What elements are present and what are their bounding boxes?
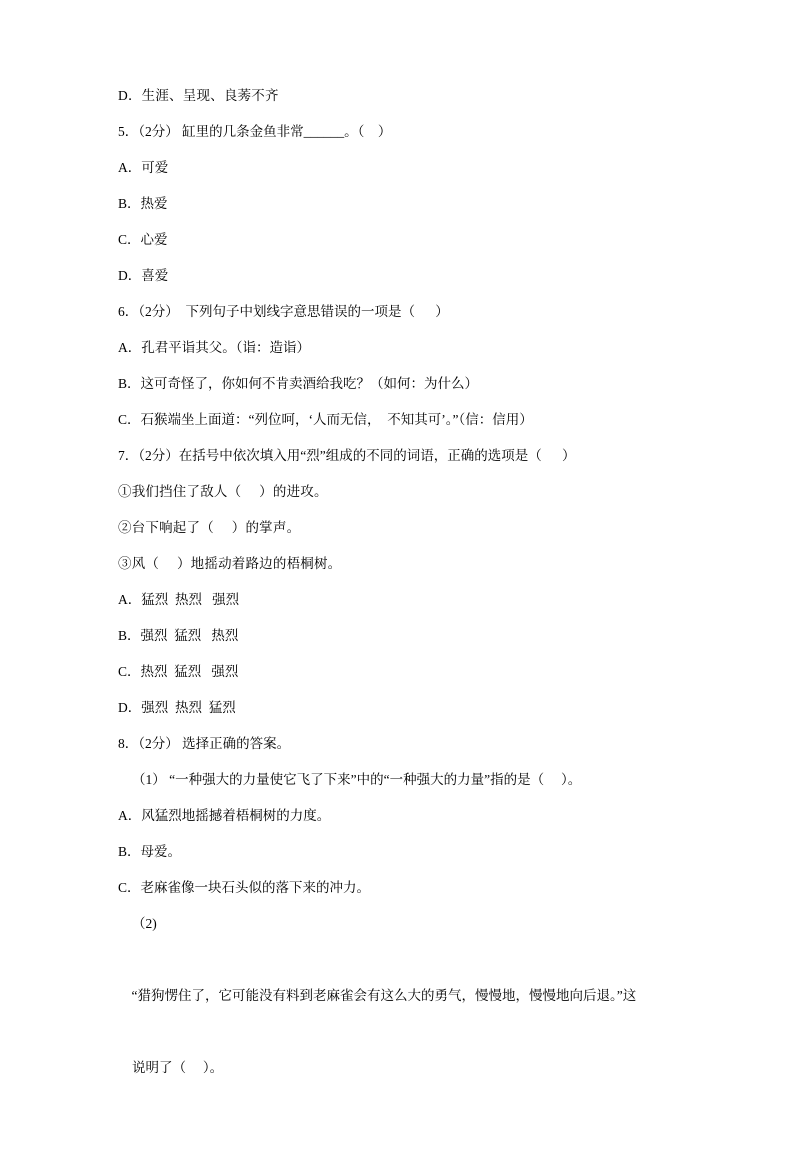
question-6-stem: 6．（2分） 下列句子中划线字意思错误的一项是（ ） <box>118 304 449 319</box>
question-7-blank-2: ②台下响起了（ ）的掌声。 <box>118 520 301 535</box>
question-7-stem: 7．（2分）在括号中依次填入用“烈”组成的不同的词语，正确的选项是（ ） <box>118 448 576 463</box>
question-7-option-a: A．猛烈 热烈 强烈 <box>118 592 240 607</box>
question-6-option-a: A．孔君平诣其父。（诣：造诣） <box>118 340 310 355</box>
question-5-stem: 5．（2分） 缸里的几条金鱼非常______。（ ） <box>118 124 392 139</box>
question-8-sub-2-text <box>118 942 676 1158</box>
question-8-sub-1: （1） “一种强大的力量使它飞了下来”中的“一种强大的力量”指的是（ ）。 <box>132 772 582 787</box>
question-6-option-c: C．石猴端坐上面道：“列位呵，‘人而无信， 不知其可’。”（信：信用） <box>118 412 533 427</box>
question-8-sub-1-option-b: B．母爱。 <box>118 844 182 859</box>
question-8-sub-1-option-c: C．老麻雀像一块石头似的落下来的冲力。 <box>118 880 371 895</box>
question-8-sub-2-line-1: “猎狗愣住了，它可能没有料到老麻雀会有这么大的勇气，慢慢地，慢慢地向后退。”这 <box>131 988 637 1003</box>
question-7-option-d: D．强烈 热烈 猛烈 <box>118 700 236 715</box>
question-7-blank-1: ①我们挡住了敌人（ ）的进攻。 <box>118 484 328 499</box>
question-8-sub-2-label: （2) <box>132 916 157 931</box>
option-d-q4: D．生涯、呈现、良莠不齐 <box>118 88 279 103</box>
question-6-option-b: B．这可奇怪了，你如何不肯卖酒给我吃？（如何：为什么） <box>118 376 479 391</box>
question-5-option-b: B．热爱 <box>118 196 168 211</box>
question-8-stem: 8．（2分） 选择正确的答案。 <box>118 736 291 751</box>
question-7-option-b: B．强烈 猛烈 热烈 <box>118 628 239 643</box>
question-7-option-c: C．热烈 猛烈 强烈 <box>118 664 239 679</box>
question-8-sub-2-line-2: 说明了（ ）。 <box>132 1060 224 1075</box>
question-5-option-d: D．喜爱 <box>118 268 169 283</box>
question-5-option-c: C．心爱 <box>118 232 168 247</box>
question-7-blank-3: ③风（ ）地摇动着路边的梧桐树。 <box>118 556 342 571</box>
question-5-option-a: A．可爱 <box>118 160 169 175</box>
question-8-sub-1-option-a: A．风猛烈地摇撼着梧桐树的力度。 <box>118 808 331 823</box>
